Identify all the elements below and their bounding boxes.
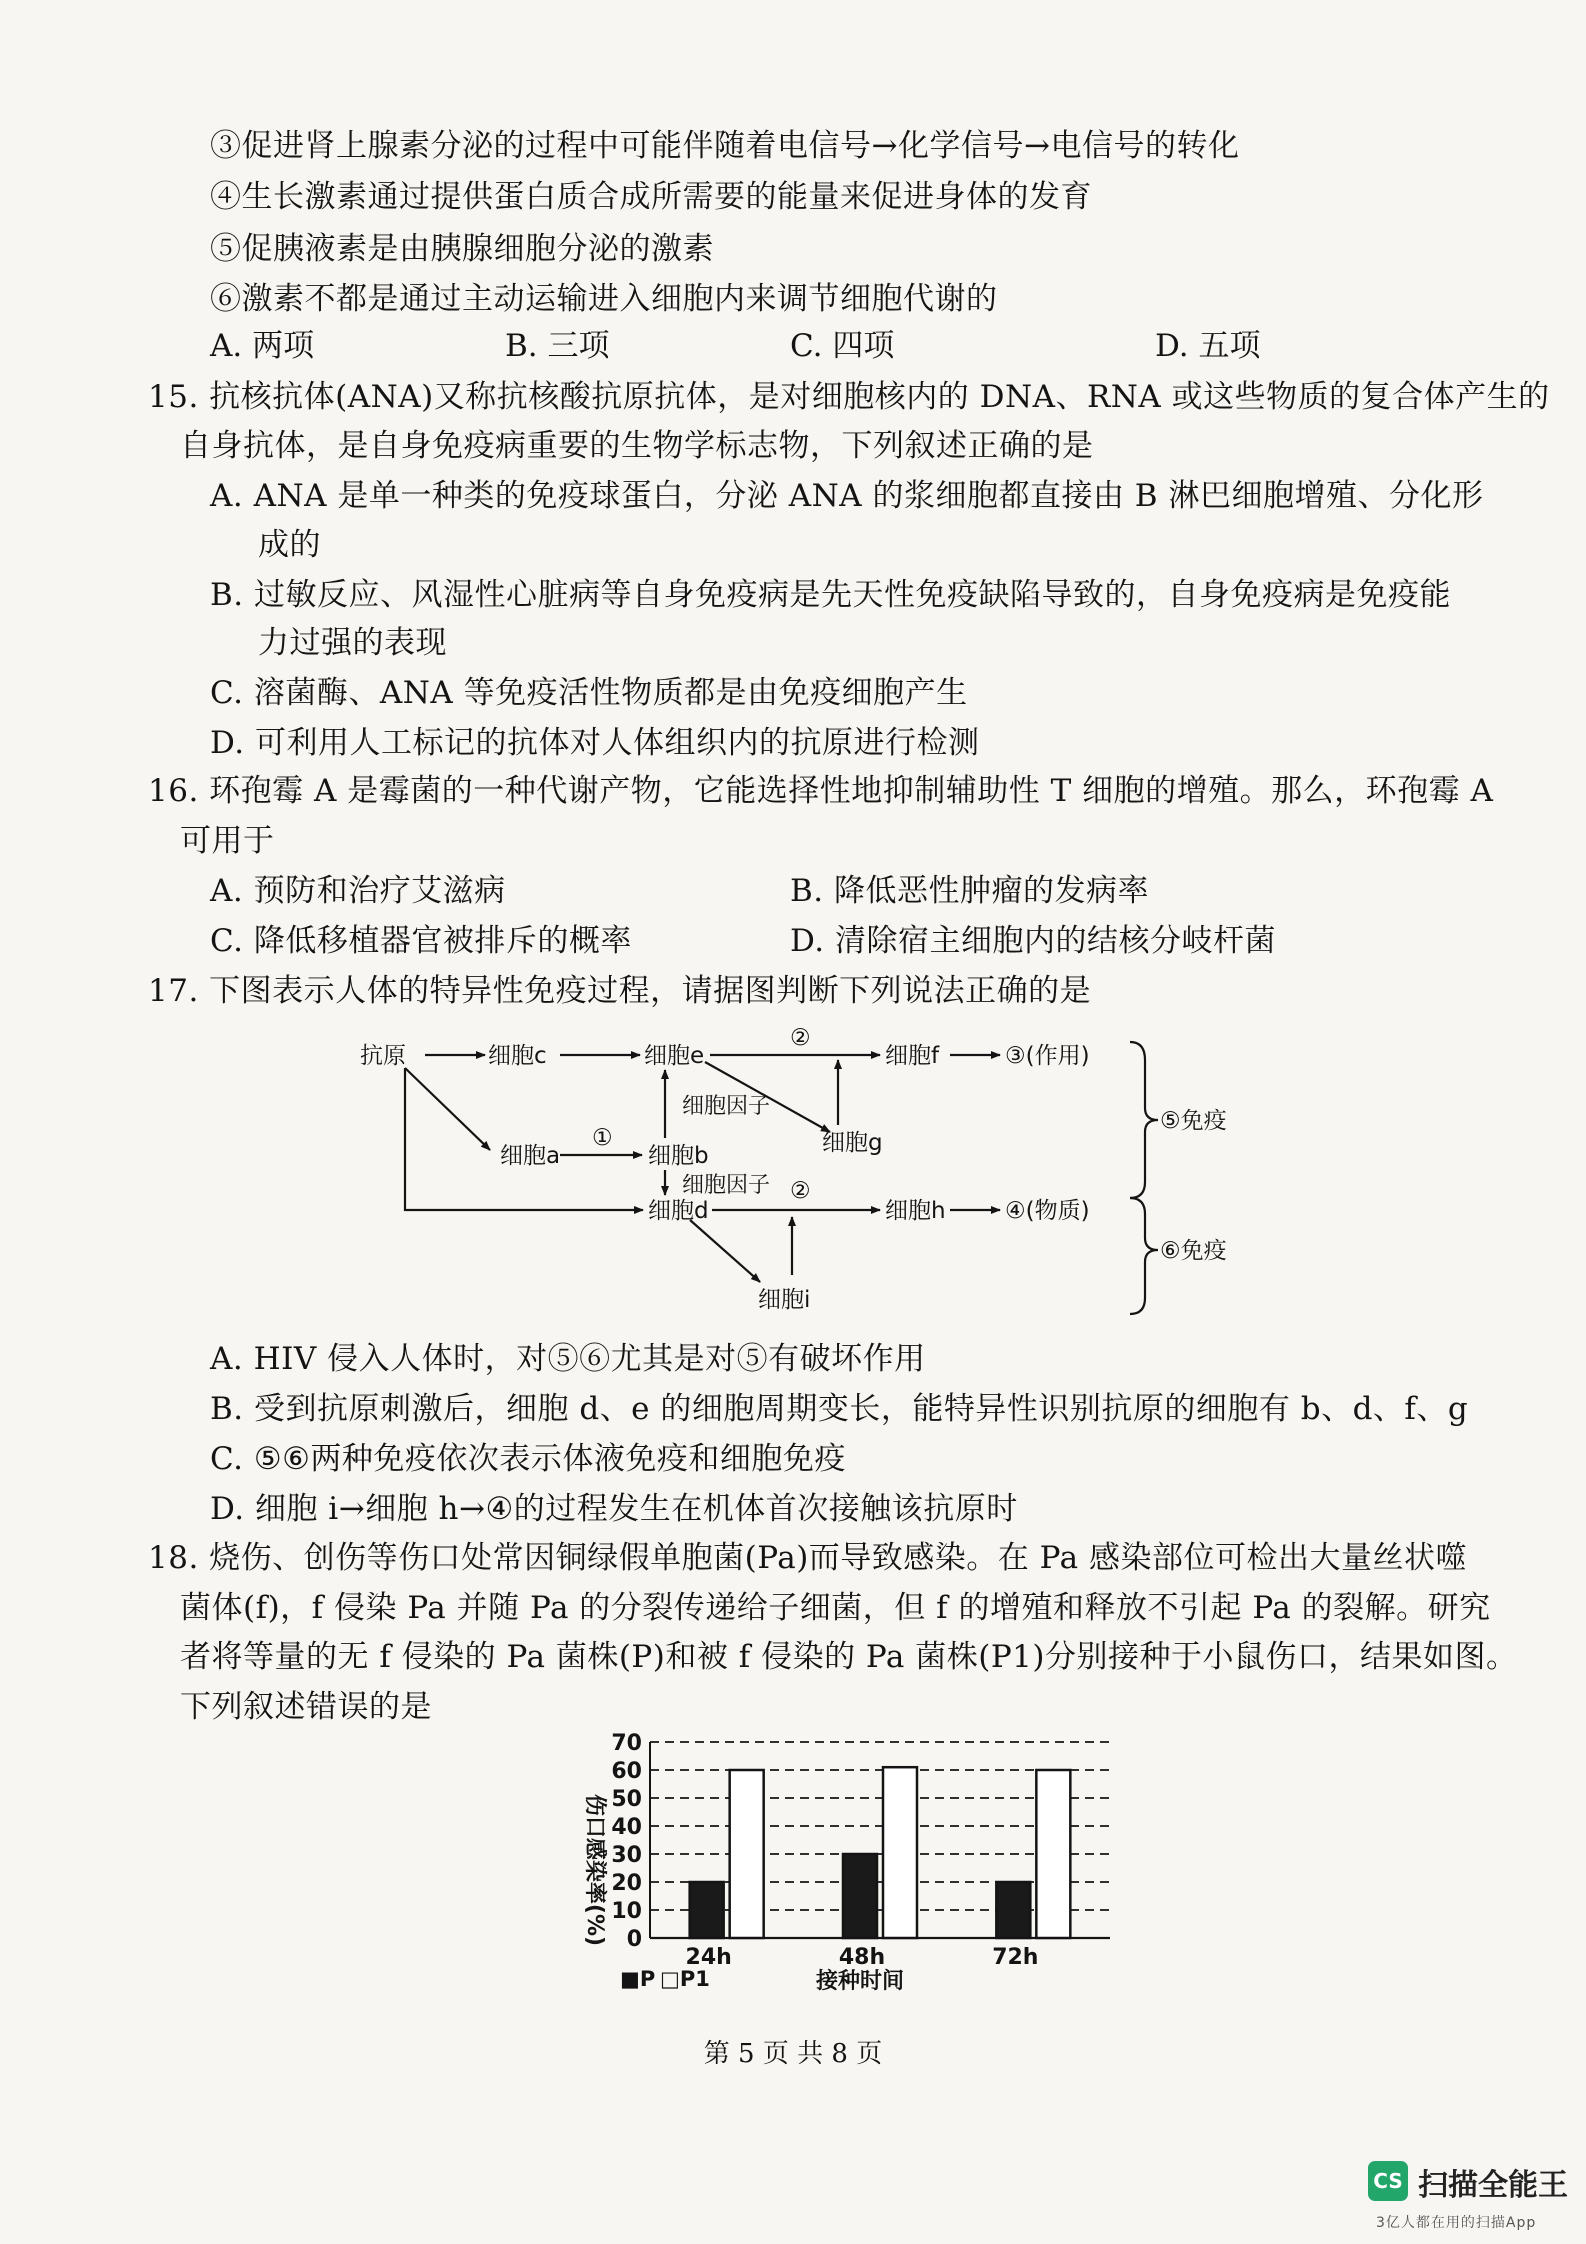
- chart-bar-p1-72h: [1036, 1770, 1070, 1938]
- chart-x-tick-label: 48h: [838, 1945, 886, 1970]
- diagram-immune-5: ⑤免疫: [1160, 1108, 1227, 1134]
- immune-process-diagram: [360, 1020, 1260, 1320]
- q14-item-4: ④生长激素通过提供蛋白质合成所需要的能量来促进身体的发育: [210, 179, 1092, 215]
- page-footer: 第 5 页 共 8 页: [703, 2039, 883, 2069]
- q15-option-d: D. 可利用人工标记的抗体对人体组织内的抗原进行检测: [210, 725, 980, 761]
- chart-bar-p-48h: [843, 1854, 877, 1938]
- chart-x-tick-label: 72h: [992, 1945, 1039, 1970]
- q18-stem-line3: 者将等量的无 f 侵染的 Pa 菌株(P)和被 f 侵染的 Pa 菌株(P1)分别接种于小鼠伤口，结果如图。: [180, 1639, 1518, 1675]
- q17-option-c: C. ⑤⑥两种免疫依次表示体液免疫和细胞免疫: [210, 1441, 846, 1477]
- q15-option-c: C. 溶菌酶、ANA 等免疫活性物质都是由免疫细胞产生: [210, 675, 968, 711]
- q18-stem-line4: 下列叙述错误的是: [180, 1689, 432, 1725]
- q16-option-a: A. 预防和治疗艾滋病: [210, 873, 506, 909]
- diagram-cell-e: 细胞e: [644, 1043, 705, 1069]
- chart-bar-p-72h: [996, 1882, 1030, 1938]
- chart-bar-p1-48h: [883, 1767, 917, 1938]
- diagram-mark-2-top: ②: [790, 1025, 811, 1051]
- q17-option-a: A. HIV 侵入人体时，对⑤⑥尤其是对⑤有破坏作用: [210, 1341, 926, 1377]
- q15-option-a-line1: A. ANA 是单一种类的免疫球蛋白，分泌 ANA 的浆细胞都直接由 B 淋巴细胞增殖、分化形: [210, 478, 1484, 514]
- q15-stem-line2: 自身抗体，是自身免疫病重要的生物学标志物，下列叙述正确的是: [180, 428, 1094, 464]
- chart-x-tick-label: 24h: [685, 1945, 732, 1970]
- diagram-cell-d: 细胞d: [648, 1198, 709, 1224]
- chart-legend-p: ■P: [620, 1967, 656, 1991]
- diagram-mark-1: ①: [592, 1125, 613, 1151]
- q15-option-a-line2: 成的: [258, 527, 321, 563]
- chart-y-tick-label: 0: [626, 1927, 642, 1952]
- q17-option-b: B. 受到抗原刺激后，细胞 d、e 的细胞周期变长，能特异性识别抗原的细胞有 b、d、f、g: [210, 1391, 1469, 1427]
- infection-rate-chart: [560, 1730, 1120, 2000]
- chart-y-tick-label: 10: [611, 1899, 642, 1924]
- q17-option-d: D. 细胞 i→细胞 h→④的过程发生在机体首次接触该抗原时: [210, 1491, 1018, 1527]
- diagram-cytokine-bottom: 细胞因子: [682, 1173, 771, 1198]
- q15-stem-line1: 15. 抗核抗体(ANA)又称抗核酸抗原抗体，是对细胞核内的 DNA、RNA 或这些物质的复合体产生的: [148, 379, 1550, 415]
- q18-stem-line2: 菌体(f)，f 侵染 Pa 并随 Pa 的分裂传递给子细菌，但 f 的增殖和释放不引起 Pa 的裂解。研究: [180, 1590, 1491, 1626]
- q14-item-3: ③促进肾上腺素分泌的过程中可能伴随着电信号→化学信号→电信号的转化: [210, 128, 1240, 164]
- diagram-cell-f: 细胞f: [885, 1043, 940, 1069]
- q15-option-b-line1: B. 过敏反应、风湿性心脏病等自身免疫病是先天性免疫缺陷导致的，自身免疫病是免疫能: [210, 577, 1451, 613]
- q14-item-5: ⑤促胰液素是由胰腺细胞分泌的激素: [210, 231, 714, 267]
- diagram-immune-6: ⑥免疫: [1160, 1238, 1227, 1264]
- q16-stem-line1: 16. 环孢霉 A 是霉菌的一种代谢产物，它能选择性地抑制辅助性 T 细胞的增殖。那么，环孢霉 A: [148, 773, 1494, 809]
- camscanner-logo-icon: CS: [1368, 2161, 1408, 2201]
- diagram-cell-i: 细胞i: [758, 1287, 811, 1313]
- diagram-output-3: ③(作用): [1005, 1043, 1090, 1069]
- chart-bar-p1-24h: [730, 1770, 764, 1938]
- chart-y-axis-label: 伤口感染率(%): [582, 1793, 607, 1947]
- chart-y-tick-label: 20: [611, 1871, 642, 1896]
- diagram-cell-h: 细胞h: [885, 1198, 946, 1224]
- chart-bar-p-24h: [690, 1882, 724, 1938]
- chart-y-tick-label: 60: [611, 1759, 642, 1784]
- chart-x-axis-label: 接种时间: [815, 1969, 905, 1994]
- diagram-cell-b: 细胞b: [648, 1143, 709, 1169]
- chart-y-tick-label: 50: [611, 1787, 642, 1812]
- q17-stem: 17. 下图表示人体的特异性免疫过程，请据图判断下列说法正确的是: [148, 973, 1092, 1009]
- diagram-cell-c: 细胞c: [488, 1043, 547, 1069]
- q14-option-d: D. 五项: [1155, 328, 1261, 364]
- chart-y-tick-label: 70: [611, 1731, 642, 1756]
- chart-legend-p1: □P1: [660, 1967, 710, 1991]
- q14-option-a: A. 两项: [210, 328, 315, 364]
- q16-option-d: D. 清除宿主细胞内的结核分岐杆菌: [790, 923, 1276, 959]
- camscanner-tagline: 3亿人都在用的扫描App: [1376, 2215, 1537, 2231]
- q16-option-b: B. 降低恶性肿瘤的发病率: [790, 873, 1149, 909]
- q14-item-6: ⑥激素不都是通过主动运输进入细胞内来调节细胞代谢的: [210, 281, 998, 317]
- diagram-output-4: ④(物质): [1005, 1198, 1090, 1224]
- diagram-mark-2-bottom: ②: [790, 1178, 811, 1204]
- diagram-cytokine-top: 细胞因子: [682, 1094, 771, 1119]
- q16-stem-line2: 可用于: [180, 823, 275, 859]
- diagram-antigen: 抗原: [360, 1043, 406, 1069]
- q16-option-c: C. 降低移植器官被排斥的概率: [210, 923, 632, 959]
- q14-option-c: C. 四项: [790, 328, 895, 364]
- q15-option-b-line2: 力过强的表现: [258, 625, 447, 661]
- chart-y-tick-label: 30: [611, 1843, 642, 1868]
- diagram-cell-a: 细胞a: [500, 1143, 561, 1169]
- q18-stem-line1: 18. 烧伤、创伤等伤口处常因铜绿假单胞菌(Pa)而导致感染。在 Pa 感染部位可检出大量丝状噬: [148, 1540, 1467, 1576]
- chart-y-tick-label: 40: [611, 1815, 642, 1840]
- diagram-cell-g: 细胞g: [822, 1130, 883, 1156]
- q14-option-b: B. 三项: [505, 328, 610, 364]
- camscanner-name: 扫描全能王: [1418, 2168, 1568, 2203]
